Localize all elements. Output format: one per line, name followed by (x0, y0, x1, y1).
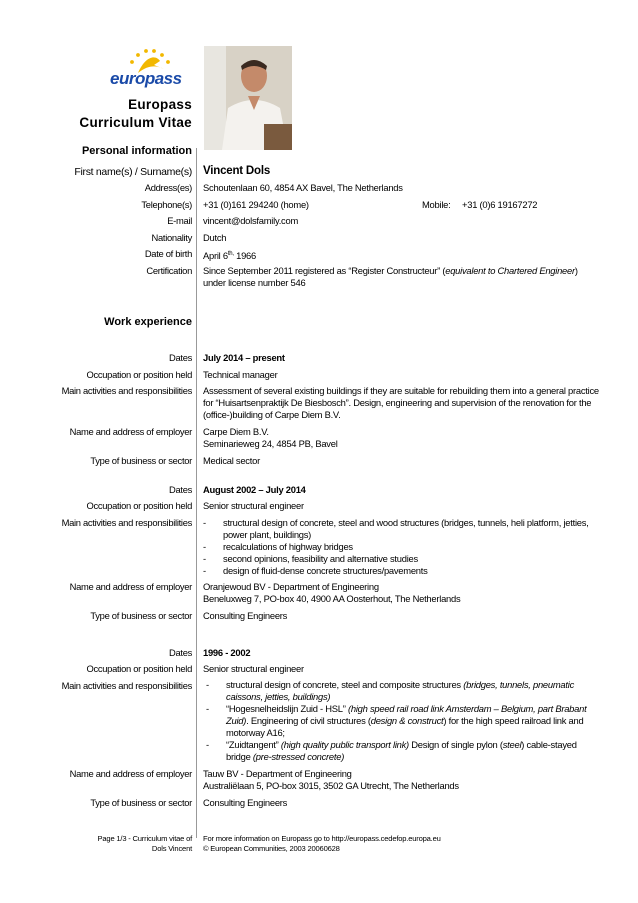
job2-activity-item: - design of fluid-dense concrete structures/pavements (203, 565, 603, 577)
job1-activities-label: Main activities and responsibilities (61, 385, 192, 396)
job3-business: Consulting Engineers (203, 797, 288, 808)
job2-dates-label: Dates (169, 484, 192, 495)
job3-dates-label: Dates (169, 647, 192, 658)
certification-value: Since September 2011 registered as “Register Constructeur” (equivalent to Chartered Engineer) under license number 546 (203, 265, 578, 288)
footer-page-info: Page 1/3 - Curriculum vitae of Dols Vincent (97, 834, 192, 853)
column-divider (196, 148, 197, 838)
job1-business: Medical sector (203, 455, 260, 466)
dob-label: Date of birth (144, 248, 192, 259)
job2-activity-item: - structural design of concrete, steel and wood structures (bridges, tunnels, heli platform, jetties, power plant, buildings) (203, 517, 603, 541)
job1-occupation: Technical manager (203, 369, 278, 380)
section-work-experience: Work experience (104, 316, 192, 328)
job1-dates-label: Dates (169, 352, 192, 363)
job2-employer: Oranjewoud BV - Department of Engineering Beneluxweg 7, PO-box 40, 4900 AA Oosterhout, The Netherlands (203, 581, 461, 604)
job1-employer: Carpe Diem B.V. Seminarieweg 24, 4854 PB, Bavel (203, 426, 338, 449)
certification-label: Certification (146, 265, 192, 276)
logo-text: europass (110, 69, 182, 88)
title-europass: Europass (128, 97, 192, 112)
job3-activities (206, 679, 596, 763)
job3-business-label: Type of business or sector (90, 797, 192, 808)
job2-occupation-label: Occupation or position held (86, 500, 192, 511)
europass-link[interactable]: For more information on Europass go to http://europass.cedefop.europa.eu (203, 834, 441, 843)
profile-photo (204, 46, 292, 150)
mobile-value: +31 (0)6 19167272 (462, 199, 538, 210)
job3-activity-item: - “Hogesnelheidslijn Zuid - HSL” (high speed rail road link Amsterdam – Belgium, part Brabant Zuid). Engineering of civil structures (design & construct) for the high speed railroad link and motorway A16; (206, 703, 596, 739)
job2-business-label: Type of business or sector (90, 610, 192, 621)
title-curriculum-vitae: Curriculum Vitae (79, 115, 192, 130)
job3-dates: 1996 - 2002 (203, 647, 251, 658)
email-value[interactable]: vincent@dolsfamily.com (203, 215, 299, 226)
job2-business: Consulting Engineers (203, 610, 288, 621)
job3-activity-item: - “Zuidtangent” (high quality public transport link) Design of single pylon (steel) cable-stayed bridge (pre-stressed concrete) (206, 739, 596, 763)
job2-employer-label: Name and address of employer (69, 581, 192, 592)
cv-title (79, 96, 192, 132)
job2-activities (203, 517, 603, 577)
job1-employer-label: Name and address of employer (69, 426, 192, 437)
job2-dates: August 2002 – July 2014 (203, 484, 306, 495)
job2-activity-item: - recalculations of highway bridges (203, 541, 603, 553)
telephone-label: Telephone(s) (141, 199, 192, 210)
job3-employer: Tauw BV - Department of Engineering Australiëlaan 5, PO-box 3015, 3502 GA Utrecht, The Netherlands (203, 768, 459, 791)
person-photo-icon (204, 46, 292, 150)
nationality-label: Nationality (151, 232, 192, 243)
job1-business-label: Type of business or sector (90, 455, 192, 466)
job1-activities: Assessment of several existing buildings if they are suitable for rebuilding them into a general practice for “Huisartsenpraktijk De Biesbosch”. Design, engineering and supervision of the renovation for the (office-)building of Carpe Diem B.V. (203, 385, 599, 420)
job3-activity-item: - structural design of concrete, steel and composite structures (bridges, tunnels, pneumatic caissons, jetties, buildings) (206, 679, 596, 703)
address-value: Schoutenlaan 60, 4854 AX Bavel, The Netherlands (203, 182, 403, 193)
footer-europass-info: For more information on Europass go to http://europass.cedefop.europa.eu © European Communities, 2003 20060628 (203, 834, 441, 853)
nationality-value: Dutch (203, 232, 227, 243)
job1-occupation-label: Occupation or position held (86, 369, 192, 380)
job3-employer-label: Name and address of employer (69, 768, 192, 779)
address-label: Address(es) (144, 182, 192, 193)
telephone-value: +31 (0)161 294240 (home) (203, 199, 309, 210)
job2-activity-item: - second opinions, feasibility and alternative studies (203, 553, 603, 565)
section-personal-information: Personal information (81, 145, 192, 157)
job2-occupation: Senior structural engineer (203, 500, 304, 511)
job2-activities-label: Main activities and responsibilities (61, 517, 192, 528)
dob-value: April $6^{th,}$ 1966 (203, 250, 256, 262)
name-label: First name(s) / Surname(s) (74, 166, 192, 178)
job1-dates: July 2014 – present (203, 352, 285, 363)
job3-occupation-label: Occupation or position held (86, 663, 192, 674)
email-label: E-mail (167, 215, 192, 226)
job3-occupation: Senior structural engineer (203, 663, 304, 674)
job3-activities-label: Main activities and responsibilities (61, 680, 192, 691)
full-name: Vincent Dols (203, 165, 271, 177)
europass-logo (108, 45, 190, 93)
mobile-label: Mobile: (422, 199, 451, 210)
